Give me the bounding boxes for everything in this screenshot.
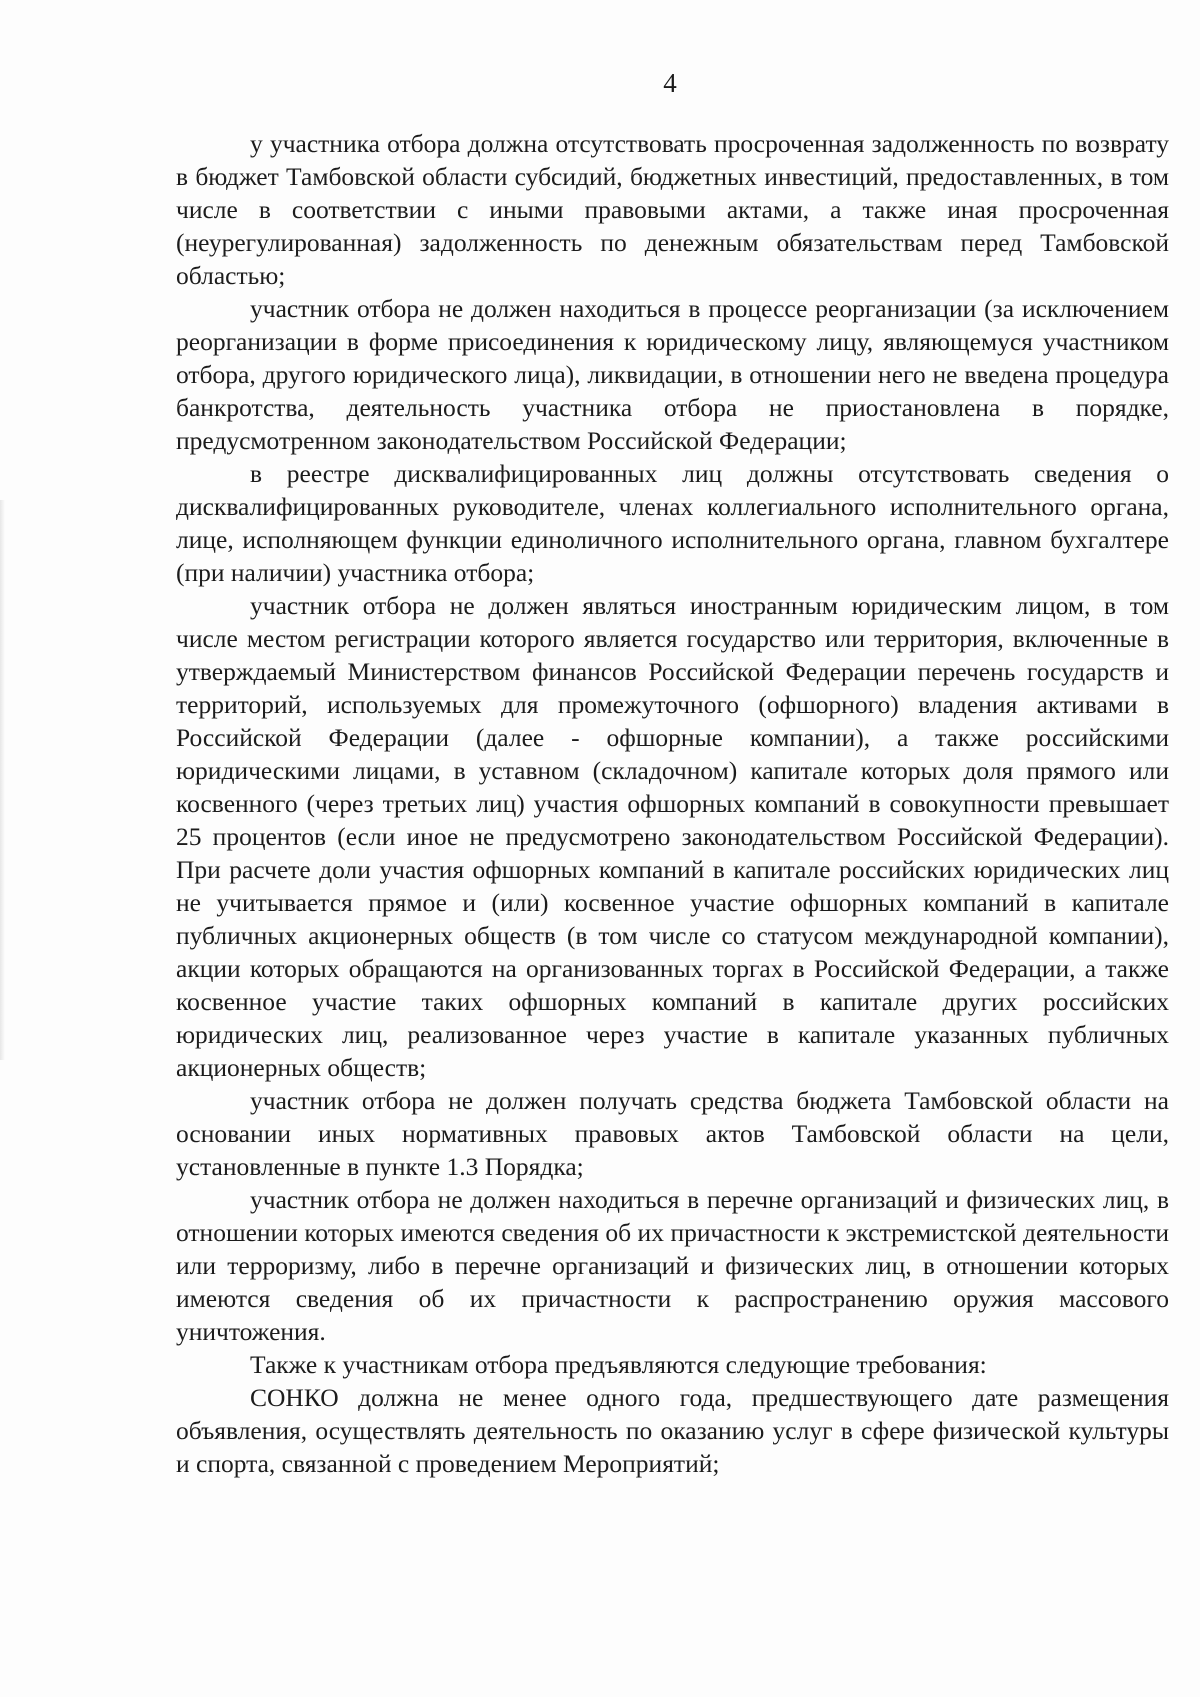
paragraph-arrears-requirement: у участника отбора должна отсутствовать просроченная задолженность по возврату в бюджет Тамбовской области субсидий, бюджетных инвестиций, предоставленных, в том числе в соответствии с иными правовыми актами, а также иная просроченная (неурегулированная) задолженность по денежным обязательствам перед Тамбовской областью; (176, 129, 1169, 290)
document-body (176, 127, 1169, 1480)
page-number: 4 (663, 68, 677, 98)
paragraph-disqualified-persons-requirement: в реестре дисквалифицированных лиц должны отсутствовать сведения о дисквалифицированных руководителе, членах коллегиального исполнительного органа, лице, исполняющем функции единоличного исполнительного органа, главном бухгалтере (при наличии) участника отбора; (176, 459, 1169, 587)
paragraph-budget-funds-requirement: участник отбора не должен получать средства бюджета Тамбовской области на основании иных нормативных правовых актов Тамбовской области на цели, установленные в пункте 1.3 Порядка; (176, 1086, 1169, 1181)
paragraph-reorganization-requirement: участник отбора не должен находиться в процессе реорганизации (за исключением реорганизации в форме присоединения к юридическому лицу, являющемуся участником отбора, другого юридического лица), ликвидации, в отношении него не введена процедура банкротства, деятельность участника отбора не приостановлена в порядке, предусмотренном законодательством Российской Федерации; (176, 294, 1169, 455)
paragraph-additional-requirements-intro: Также к участникам отбора предъявляются следующие требования: (250, 1350, 987, 1379)
scan-edge-shadow (0, 500, 5, 1060)
paragraph-sonko-requirement: СОНКО должна не менее одного года, предшествующего дате размещения объявления, осуществлять деятельность по оказанию услуг в сфере физической культуры и спорта, связанной с проведением Мероприятий; (176, 1383, 1169, 1478)
paragraph-offshore-requirement: участник отбора не должен являться иностранным юридическим лицом, в том числе местом регистрации которого является государство или территория, включенные в утверждаемый Министерством финансов Российской Федерации перечень государств и территорий, используемых для промежуточного (офшорного) владения активами в Российской Федерации (далее - офшорные компании), а также российскими юридическими лицами, в уставном (складочном) капитале которых доля прямого или косвенного (через третьих лиц) участия офшорных компаний в совокупности превышает 25 процентов (если иное не предусмотрено законодательством Российской Федерации). При расчете доли участия офшорных компаний в капитале российских юридических лиц не учитывается прямое и (или) косвенное участие офшорных компаний в капитале публичных акционерных обществ (в том числе со статусом международной компании), акции которых обращаются на организованных торгах в Российской Федерации, а также косвенное участие таких офшорных компаний в капитале других российских юридических лиц, реализованное через участие в капитале указанных публичных акционерных обществ; (176, 591, 1169, 1082)
paragraph-extremism-list-requirement: участник отбора не должен находиться в перечне организаций и физических лиц, в отношении которых имеются сведения об их причастности к экстремистской деятельности или терроризму, либо в перечне организаций и физических лиц, в отношении которых имеются сведения об их причастности к распространению оружия массового уничтожения. (176, 1185, 1169, 1346)
